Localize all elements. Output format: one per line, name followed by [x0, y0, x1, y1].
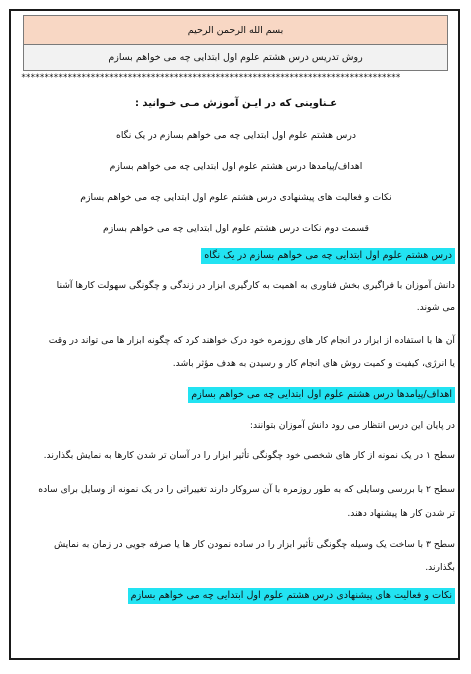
level-3-text: بگذارند.	[425, 562, 455, 573]
level-3-text: سطح ۳ با ساخت یک وسیله چگونگی تأثیر ابزار را در ساده نمودن کار ها یا صرفه جویی در زمان به نمایش	[53, 539, 455, 550]
level-2-text: سطح ۲ با بررسی وسایلی که به طور روزمره با آن سروکار دارند تغییراتی را در یک نمونه از وسایل برای ساده	[38, 484, 455, 495]
level-2-text: تر شدن کار ها پیشنهاد دهند.	[347, 508, 455, 519]
paragraph-line: یا انرژی، کیفیت و کمیت روش های انجام کار و رسیدن به هدف مؤثر باشد.	[172, 358, 455, 369]
document-title: روش تدریس درس هشتم علوم اول ابتدایی چه می خواهم بسازم	[24, 45, 447, 70]
bismillah-text: بسم الله الرحمن الرحیم	[24, 16, 447, 45]
paragraph-line: در پایان این درس انتظار می رود دانش آموزان بتوانند:	[249, 420, 455, 431]
level-1-text: سطح ۱ در یک نمونه از کار های شخصی خود چگونگی تأثیر ابزار را در آسان تر شدن کارها به نمایش بگذارند.	[43, 450, 455, 461]
toc-item: قسمت دوم نکات درس هشتم علوم اول ابتدایی چه می خواهم بسازم	[102, 223, 370, 234]
section-heading-overview: درس هشتم علوم اول ابتدایی چه می خواهم بسازم در یک نگاه	[201, 248, 455, 264]
paragraph-line: می شوند.	[416, 302, 455, 313]
toc-heading: عـناوینی که در ایـن آموزش مـی خـوانید :	[134, 98, 338, 109]
section-heading-activities: نکات و فعالیت های پیشنهادی درس هشتم علوم اول ابتدایی چه می خواهم بسازم	[128, 588, 455, 604]
paragraph-line: آن ها با استفاده از ابزار در انجام کار های روزمره خود درک خواهند کرد که چگونه ابزار ها می تواند در وقت	[48, 335, 455, 346]
section-heading-goals: اهداف/پیامدها درس هشتم علوم اول ابتدایی چه می خواهم بسازم	[188, 387, 455, 403]
toc-item: درس هشتم علوم اول ابتدایی چه می خواهم بسازم در یک نگاه	[115, 130, 357, 141]
toc-item: نکات و فعالیت های پیشنهادی درس هشتم علوم اول ابتدایی چه می خواهم بسازم	[80, 192, 392, 203]
star-separator: **********************************************************************************	[21, 73, 401, 83]
paragraph-line: دانش آموزان با فراگیری بخش فناوری به اهمیت به کارگیری ابزار در زندگی و چگونگی سهولت کارها آشنا	[56, 280, 455, 291]
header-box	[23, 15, 448, 71]
toc-item: اهداف/پیامدها درس هشتم علوم اول ابتدایی چه می خواهم بسازم	[109, 161, 363, 172]
